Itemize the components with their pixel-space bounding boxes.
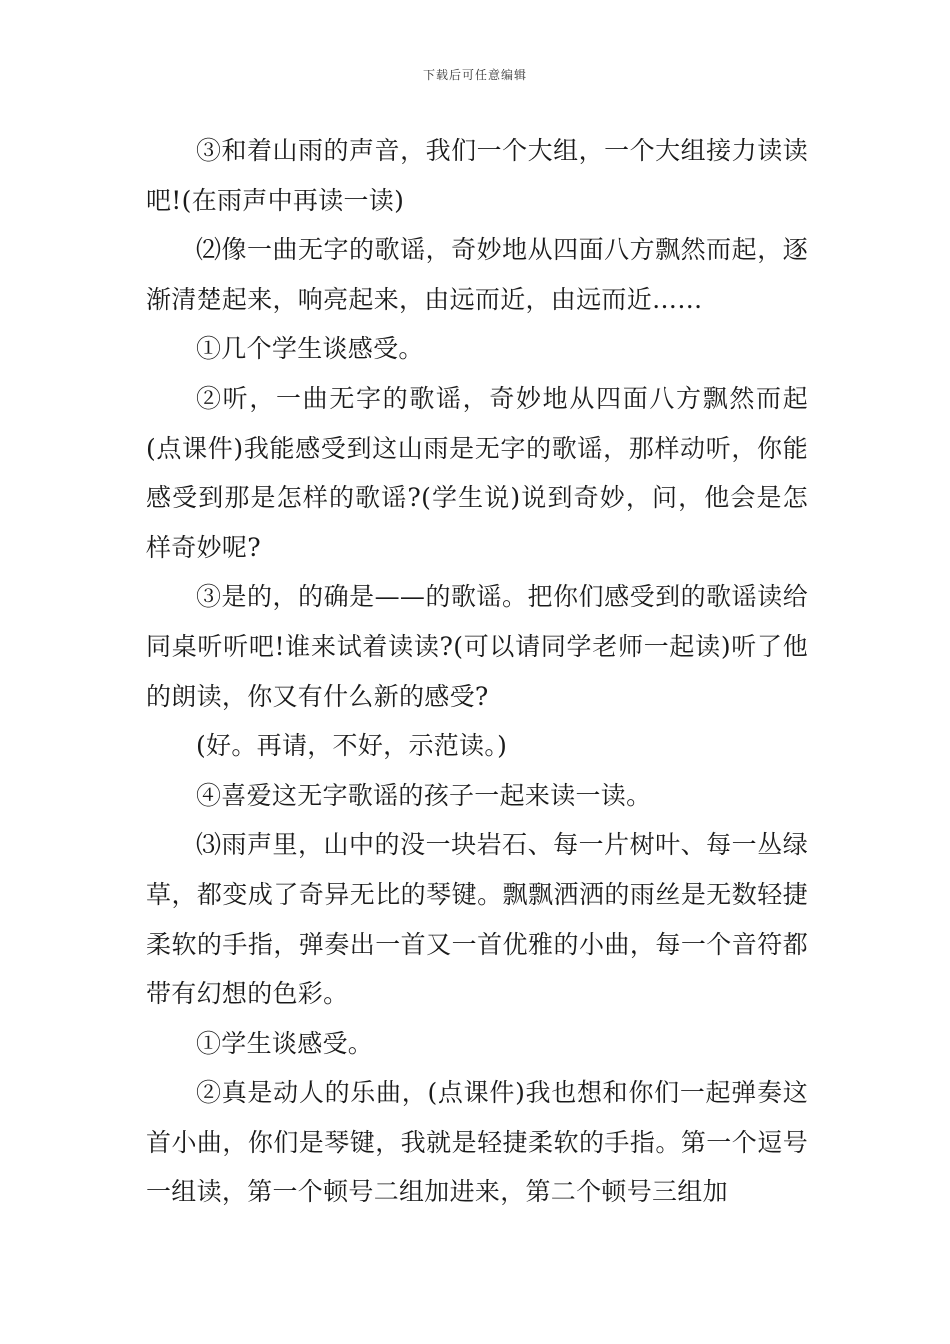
- paragraph: ①学生谈感受。: [196, 1028, 374, 1058]
- page-header: 下载后可任意编辑: [422, 68, 527, 82]
- paragraph: ②真是动人的乐曲，(点课件)我也想和你们一起弹奏这首小曲，你们是琴键，我就是轻捷柔软的手指。第一个逗号一组读，第一个顿号二组加进来，第二个顿号三组加: [146, 1078, 808, 1207]
- document-body: [146, 126, 808, 1217]
- paragraph: ⑶雨声里，山中的没一块岩石、每一片树叶、每一丛绿草，都变成了奇异无比的琴键。飘飘洒洒的雨丝是无数轻捷柔软的手指，弹奏出一首又一首优雅的小曲，每一个音符都带有幻想的色彩。: [146, 830, 808, 1009]
- paragraph: ①几个学生谈感受。: [196, 334, 424, 364]
- paragraph: ③和着山雨的声音，我们一个大组，一个大组接力读读吧!(在雨声中再读一读): [146, 136, 808, 215]
- paragraph: ②听，一曲无字的歌谣，奇妙地从四面八方飘然而起(点课件)我能感受到这山雨是无字的歌谣，那样动听，你能感受到那是怎样的歌谣?(学生说)说到奇妙，问，他会是怎样奇妙呢?: [146, 383, 808, 562]
- paragraph: (好。再请，不好，示范读。): [196, 731, 508, 761]
- paragraph: ⑵像一曲无字的歌谣，奇妙地从四面八方飘然而起，逐渐清楚起来，响亮起来，由远而近，由远而近……: [146, 235, 808, 314]
- paragraph: ④喜爱这无字歌谣的孩子一起来读一读。: [196, 780, 652, 810]
- paragraph: ③是的，的确是——的歌谣。把你们感受到的歌谣读给同桌听听吧!谁来试着读读?(可以请同学老师一起读)听了他的朗读，你又有什么新的感受?: [146, 582, 808, 711]
